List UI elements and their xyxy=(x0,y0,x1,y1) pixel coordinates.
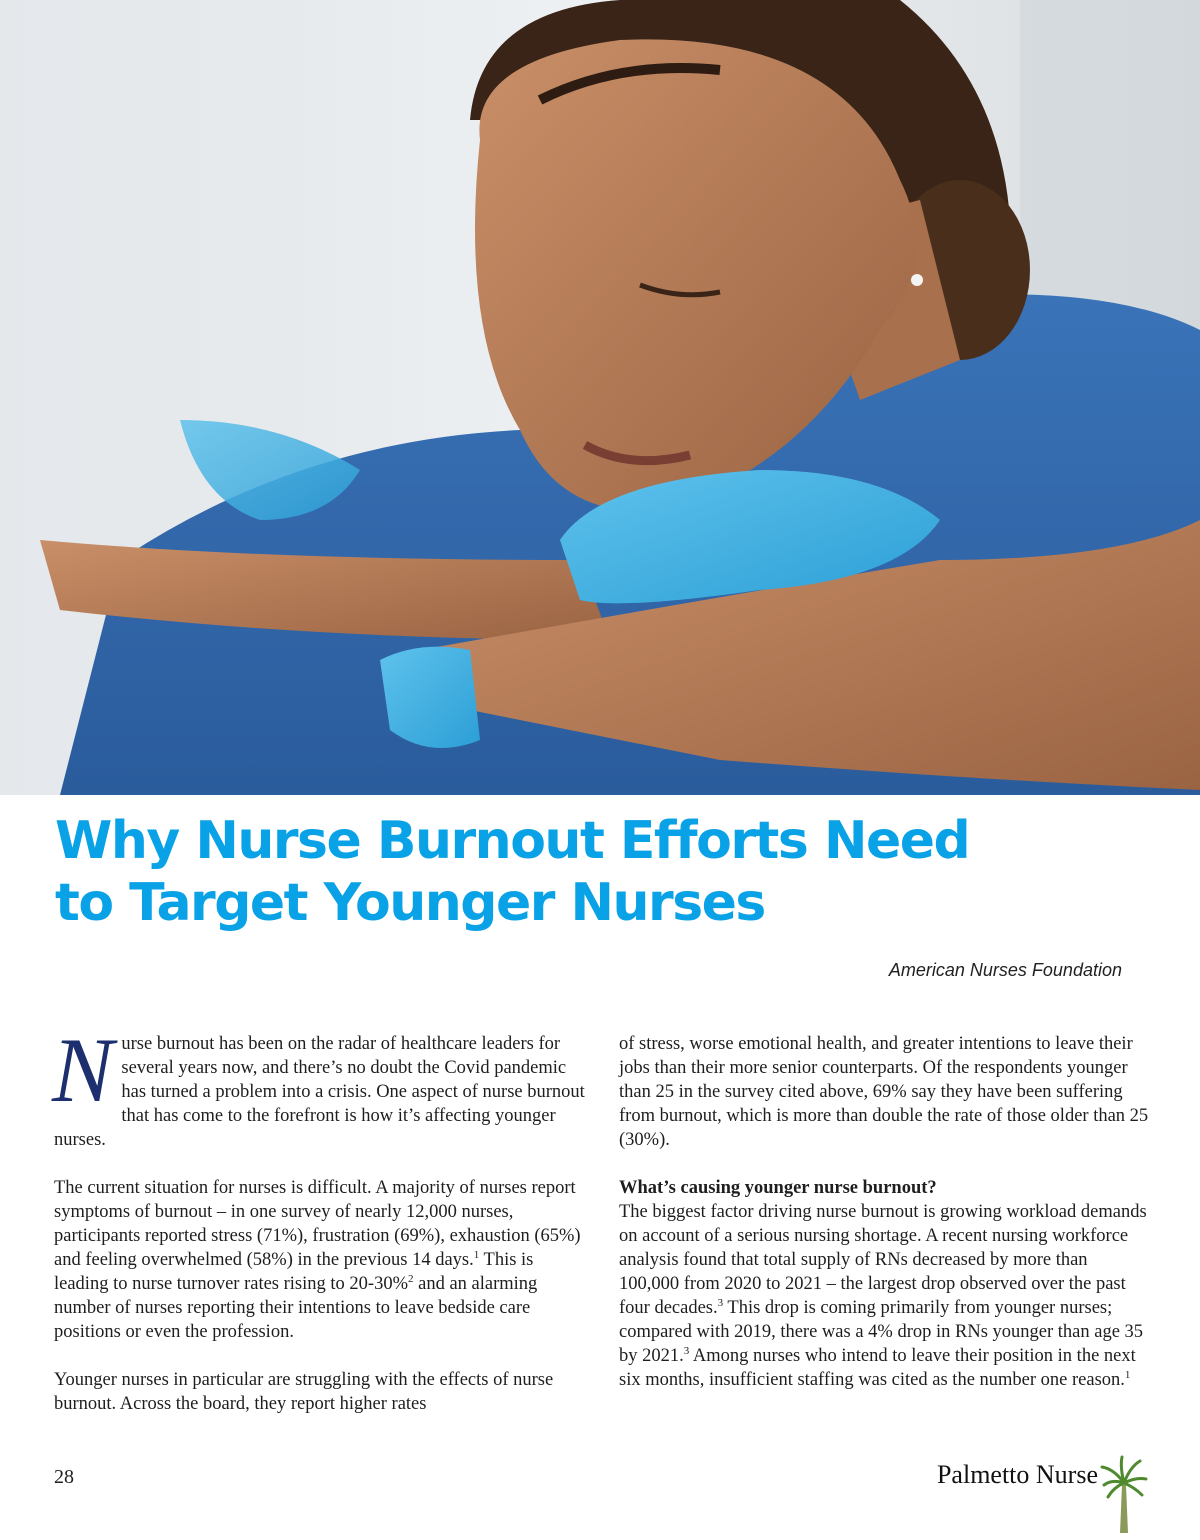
paragraph-2-text-a: The current situation for nurses is difficult. A majority of nurses report symptoms of burnout – in one survey of nearly 12,000 nurses, participants reported stress (71%), frustration (69%), exhaustion (65%) and feeling overwhelmed (58%) in the previous 14 days. xyxy=(54,1178,581,1270)
footnote-ref: 1 xyxy=(1124,1368,1131,1381)
article-column-left xyxy=(52,1019,586,1440)
paragraph-5 xyxy=(619,1176,1151,1392)
page-number: 28 xyxy=(54,1466,74,1488)
drop-cap: N xyxy=(52,1019,114,1121)
paragraph-intro xyxy=(52,1019,586,1152)
paragraph-2-text-c: and an alarming number of nurses reporting their intentions to leave bedside care positions or even the profession. xyxy=(54,1274,538,1342)
footnote-ref: 3 xyxy=(683,1344,690,1357)
paragraph-4: of stress, worse emotional health, and greater intentions to leave their jobs than their more senior counterparts. Of the respondents younger than 25 in the survey cited above, 69% say they have been suffering from burnout, which is more than double the rate of those older than 25 (30%). xyxy=(619,1034,1149,1150)
publication-name: Palmetto Nurse xyxy=(936,1460,1098,1489)
paragraph-2 xyxy=(54,1176,586,1344)
section-subhead: What’s causing younger nurse burnout? xyxy=(619,1178,937,1198)
paragraph-5-text-c: Among nurses who intend to leave their position in the next six months, insufficient staffing was cited as the number one reason. xyxy=(619,1346,1136,1390)
title-line-2: to Target Younger Nurses xyxy=(55,873,765,933)
paragraph-5-text-b: This drop is coming primarily from younger nurses; compared with 2019, there was a 4% drop in RNs younger than age 35 by 2021. xyxy=(619,1298,1144,1366)
footnote-ref: 3 xyxy=(717,1296,724,1309)
article-title xyxy=(55,810,1155,934)
footnote-ref: 2 xyxy=(407,1272,414,1285)
paragraph-2-text-b: This is leading to nurse turnover rates rising to 20-30% xyxy=(54,1250,534,1294)
byline: American Nurses Foundation xyxy=(888,960,1122,980)
footnote-ref: 1 xyxy=(473,1248,480,1261)
palmetto-tree-icon xyxy=(1100,1455,1148,1540)
title-line-1: Why Nurse Burnout Efforts Need xyxy=(55,811,970,871)
paragraph-3: Younger nurses in particular are struggling with the effects of nurse burnout. Across the board, they report higher rates xyxy=(54,1370,554,1414)
paragraph-5-text-a: The biggest factor driving nurse burnout is growing workload demands on account of a serious nursing shortage. A recent nursing workforce analysis found that total supply of RNs decreased by more than 100,000 from 2020 to 2021 – the largest drop observed over the past four decades. xyxy=(619,1202,1147,1318)
paragraph-1-text: urse burnout has been on the radar of healthcare leaders for several years now, and there’s no doubt the Covid pandemic has turned a problem into a crisis. One aspect of nurse burnout that has come to the forefront is how it’s affecting younger nurses. xyxy=(54,1034,585,1150)
article-column-right xyxy=(619,1032,1151,1416)
